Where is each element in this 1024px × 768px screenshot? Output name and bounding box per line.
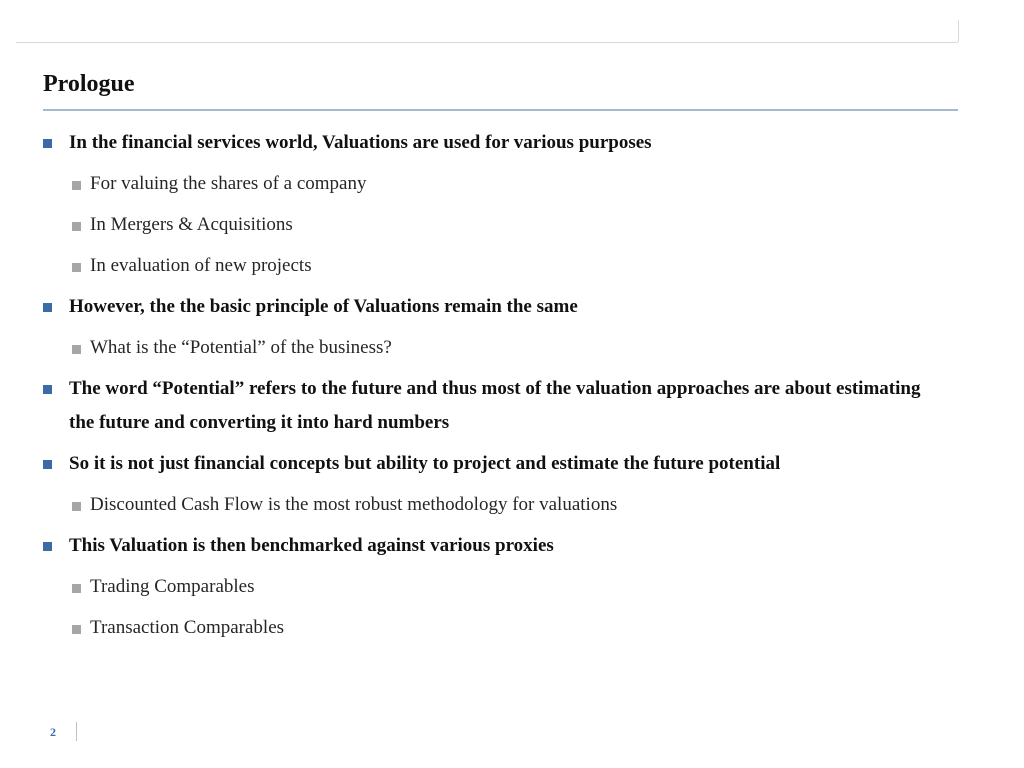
square-bullet-icon — [43, 385, 52, 394]
square-bullet-icon — [43, 460, 52, 469]
bullet-item — [43, 290, 923, 324]
sub-bullet-item — [43, 570, 923, 604]
square-bullet-icon — [72, 584, 81, 593]
sub-bullet-text: Discounted Cash Flow is the most robust methodology for valuations — [90, 494, 618, 515]
square-bullet-icon — [72, 502, 81, 511]
sub-bullet-item — [43, 249, 923, 283]
sub-bullet-text: Transaction Comparables — [90, 617, 285, 638]
bullet-text: This Valuation is then benchmarked against various proxies — [69, 535, 554, 556]
bullet-text: The word “Potential” refers to the future and thus most of the valuation approaches are about estimating the future and converting it into hard numbers — [69, 378, 921, 433]
bullet-text: In the financial services world, Valuations are used for various purposes — [69, 132, 652, 153]
bullet-item — [43, 126, 923, 160]
sub-bullet-item — [43, 488, 923, 522]
sub-bullet-item — [43, 611, 923, 645]
bullet-text: So it is not just financial concepts but ability to project and estimate the future potential — [69, 453, 781, 474]
square-bullet-icon — [72, 625, 81, 634]
bullet-list — [43, 126, 923, 652]
square-bullet-icon — [72, 345, 81, 354]
square-bullet-icon — [43, 139, 52, 148]
page-number: 2 — [50, 725, 56, 739]
square-bullet-icon — [43, 542, 52, 551]
bullet-item — [43, 529, 923, 563]
sub-bullet-text: Trading Comparables — [90, 576, 255, 597]
bullet-text: However, the the basic principle of Valuations remain the same — [69, 296, 578, 317]
title-underline — [43, 109, 958, 111]
sub-bullet-item — [43, 167, 923, 201]
slide-title: Prologue — [43, 71, 135, 97]
square-bullet-icon — [72, 222, 81, 231]
bullet-item — [43, 372, 923, 440]
footer-divider — [76, 722, 77, 741]
header-corner-tick — [958, 20, 959, 42]
header-divider — [16, 42, 958, 43]
sub-bullet-text: For valuing the shares of a company — [90, 173, 367, 194]
sub-bullet-text: In Mergers & Acquisitions — [90, 214, 293, 235]
square-bullet-icon — [72, 181, 81, 190]
square-bullet-icon — [72, 263, 81, 272]
sub-bullet-text: What is the “Potential” of the business? — [90, 337, 392, 358]
sub-bullet-item — [43, 331, 923, 365]
square-bullet-icon — [43, 303, 52, 312]
sub-bullet-item — [43, 208, 923, 242]
sub-bullet-text: In evaluation of new projects — [90, 255, 312, 276]
bullet-item — [43, 447, 923, 481]
